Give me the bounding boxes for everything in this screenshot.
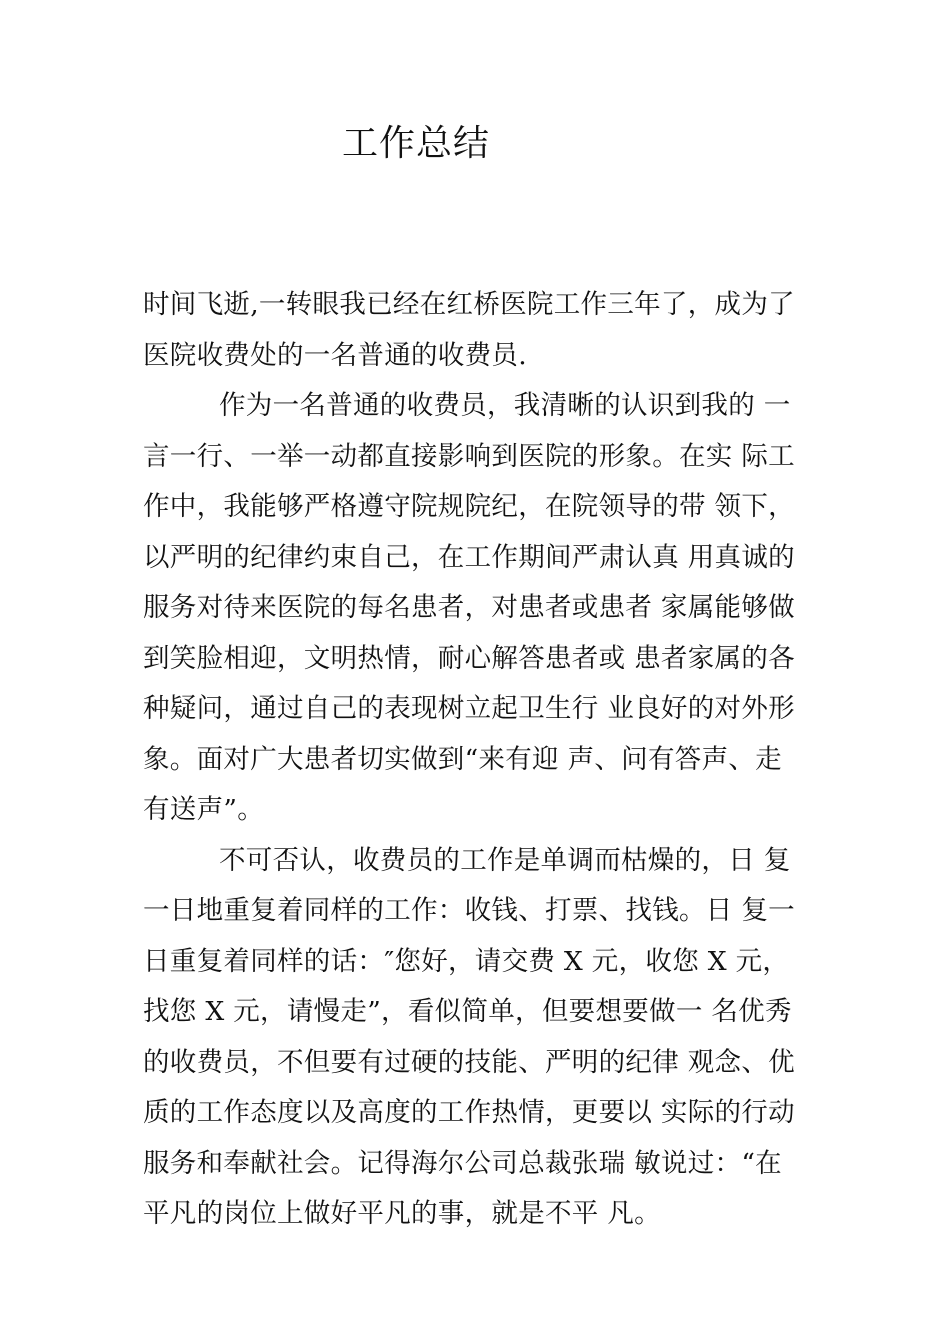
text-line: 作为一名普通的收费员，我清晰的认识到我的 一 (219, 390, 791, 421)
text-line: 象。面对广大患者切实做到“来有迎 声、问有答声、走 (143, 743, 782, 775)
text-line: 作中，我能够严格遵守院规院纪，在院领导的带 领下， (143, 491, 795, 522)
text-line: 平凡的岗位上做好平凡的事，就是不平 凡。 (143, 1198, 661, 1229)
text-line: 不可否认，收费员的工作是单调而枯燥的，日 复 (219, 844, 791, 876)
document-title: 工作总结 (342, 123, 491, 164)
text-line: 医院收费处的一名普通的收费员. (143, 339, 527, 371)
text-line: 服务和奉献社会。记得海尔公司总裁张瑞 敏说过：“在 (143, 1147, 782, 1179)
text-line: 时间飞逝,一转眼我已经在红桥医院工作三年了，成为了 (143, 289, 795, 320)
text-line: 日重复着同样的话：″您好，请交费 X 元，收您 X 元， (143, 945, 790, 977)
text-line: 到笑脸相迎，文明热情，耐心解答患者或 患者家属的各 (143, 642, 795, 674)
text-line: 的收费员，不但要有过硬的技能、严明的纪律 观念、优 (143, 1046, 795, 1078)
text-line: 找您 X 元，请慢走”，看似简单，但要想要做一 名优秀 (143, 996, 792, 1027)
text-line: 种疑问，通过自己的表现树立起卫生行 业良好的对外形 (143, 693, 795, 724)
text-line: 一日地重复着同样的工作：收钱、打票、找钱。日 复一 (143, 895, 795, 926)
text-line: 质的工作态度以及高度的工作热情，更要以 实际的行动 (143, 1097, 795, 1128)
document-body (143, 280, 818, 1240)
text-line: 以严明的纪律约束自己，在工作期间严肃认真 用真诚的 (143, 541, 795, 573)
text-line: 言一行、一举一动都直接影响到医院的形象。在实 际工 (143, 440, 795, 472)
text-line: 服务对待来医院的每名患者，对患者或患者 家属能够做 (143, 592, 795, 623)
text-line: 有送声”。 (143, 794, 265, 825)
